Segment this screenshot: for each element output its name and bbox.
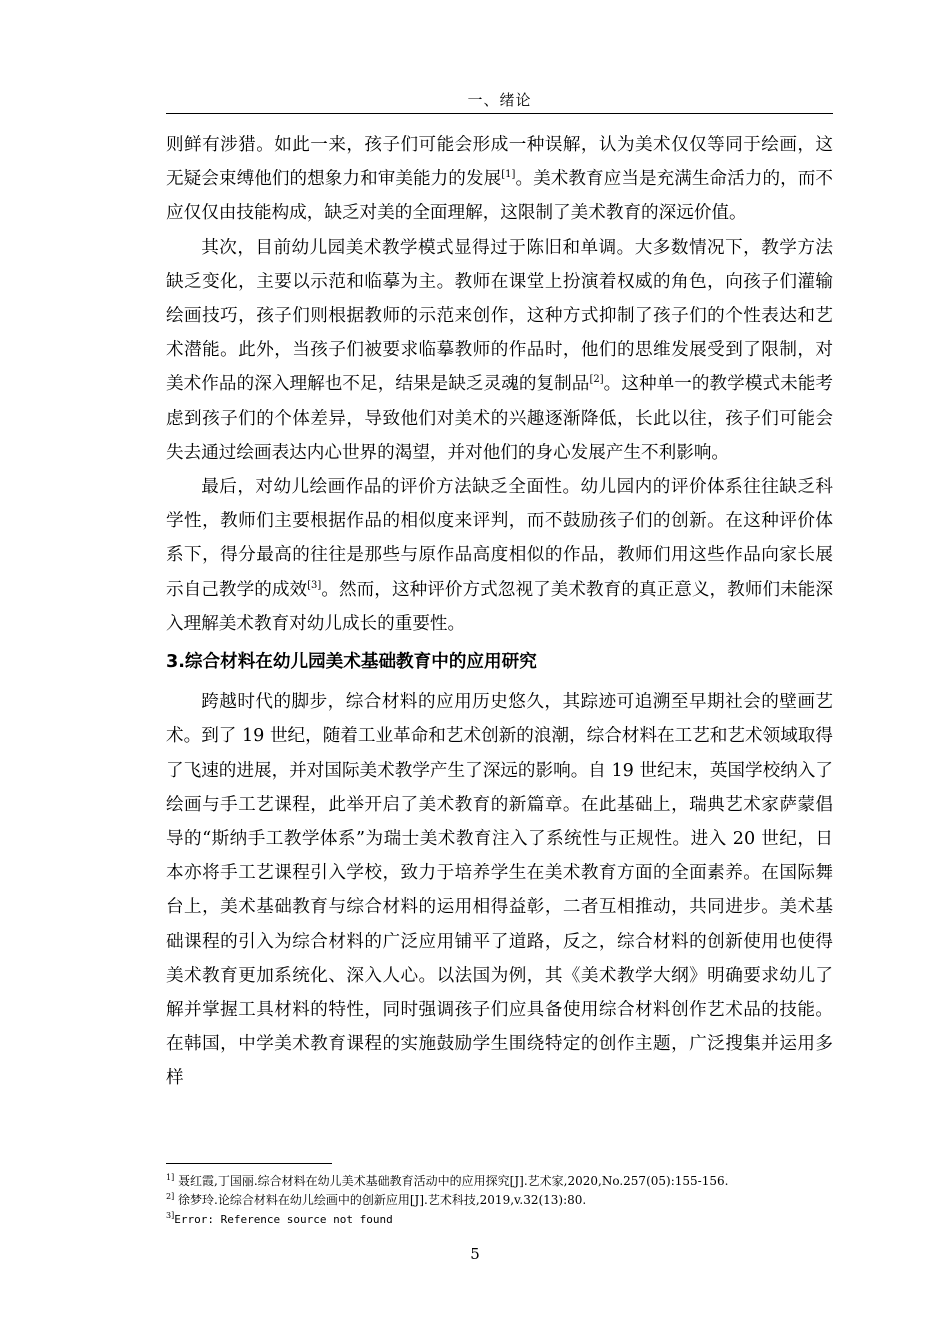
header-rule: [166, 113, 833, 114]
footnote-rule: [166, 1163, 332, 1164]
footnote-3: [166, 1210, 833, 1229]
page-number: 5: [470, 1245, 480, 1263]
section-heading: 3.综合材料在幼儿园美术基础教育中的应用研究: [166, 652, 537, 673]
paragraph-4: 跨越时代的脚步，综合材料的应用历史悠久，其踪迹可追溯至早期社会的壁画艺术。到了 19 世纪，随着工业革命和艺术创新的浪潮，综合材料在工艺和艺术领域取得了飞速的进展，并对国际美术教学产生了深远的影响。自 19 世纪末，英国学校纳入了绘画与手工艺课程，此举开启了美术教育的新篇章。在此基础上，瑞典艺术家萨蒙倡导的“斯纳手工教学体系”为瑞士美术教育注入了系统性与正规性。进入 20 世纪，日本亦将手工艺课程引入学校，致力于培养学生在美术教育方面的全面素养。在国际舞台上，美术基础教育与综合材料的运用相得益彰，二者互相推动，共同进步。美术基础课程的引入为综合材料的广泛应用铺平了道路，反之，综合材料的创新使用也使得美术教育更加系统化、深入人心。以法国为例，其《美术教学大纲》明确要求幼儿了解并掌握工具材料的特性，同时强调孩子们应具备使用综合材料创作艺术品的技能。在韩国，中学美术教育课程的实施鼓励学生围绕特定的创作主题，广泛搜集并运用多样: [166, 692, 833, 1089]
footnote-1-marker: 1]: [166, 1173, 175, 1182]
footnote-2-text: 徐梦玲.论综合材料在幼儿绘画中的创新应用[J].艺术科技,2019,v.32(13):80.: [178, 1193, 587, 1207]
footnote-2-marker: 2]: [166, 1192, 175, 1201]
paragraph-3-text-b: 。然而，这种评价方式忽视了美术教育的真正意义，教师们未能深入理解美术教育对幼儿成长的重要性。: [166, 579, 833, 634]
paragraph-2: [166, 231, 833, 470]
citation-2[interactable]: [2]: [589, 374, 604, 386]
running-header: 一、绪论: [467, 91, 532, 109]
body-text: [166, 128, 833, 1096]
paragraph-2-text-a: 其次，目前幼儿园美术教学模式显得过于陈旧和单调。大多数情况下，教学方法缺乏变化，主要以示范和临摹为主。教师在课堂上扮演着权威的角色，向孩子们灌输绘画技巧，孩子们则根据教师的示范来创作，这种方式抑制了孩子们的个性表达和艺术潜能。此外，当孩子们被要求临摹教师的作品时，他们的思维发展受到了限制，对美术作品的深入理解也不足，结果是缺乏灵魂的复制品: [166, 237, 833, 395]
paragraph-2-text-b: 。这种单一的教学模式未能考虑到孩子们的个体差异，导致他们对美术的兴趣逐渐降低，长此以往，孩子们可能会失去通过绘画表达内心世界的渴望，并对他们的身心发展产生不利影响。: [166, 374, 833, 463]
footnote-3-text: Error: Reference source not found: [174, 1213, 393, 1226]
citation-3[interactable]: [3]: [307, 579, 322, 591]
paragraph-1-text-b: 。美术教育应当是充满生命活力的，而不应仅仅由技能构成，缺乏对美的全面理解，这限制了美术教育的深远价值。: [166, 169, 833, 224]
footnote-2: [166, 1191, 833, 1210]
citation-1[interactable]: [1]: [501, 169, 516, 181]
footnotes: [166, 1172, 833, 1229]
paragraph-1-text-a: 则鲜有涉猎。如此一来，孩子们可能会形成一种误解，认为美术仅仅等同于绘画，这无疑会束缚他们的想象力和审美能力的发展: [166, 135, 833, 190]
footnote-3-marker: 3]: [166, 1211, 175, 1220]
footnote-1-text: 聂红霞,丁国丽.综合材料在幼儿美术基础教育活动中的应用探究[J].艺术家,2020,No.257(05):155-156.: [178, 1174, 729, 1188]
paragraph-1: [166, 128, 833, 231]
paragraph-3-text-a: 最后，对幼儿绘画作品的评价方法缺乏全面性。幼儿园内的评价体系往往缺乏科学性，教师们主要根据作品的相似度来评判，而不鼓励孩子们的创新。在这种评价体系下，得分最高的往往是那些与原作品高度相似的作品，教师们用这些作品向家长展示自己教学的成效: [166, 477, 833, 600]
footnote-1: [166, 1172, 833, 1191]
paragraph-3: [166, 470, 833, 641]
